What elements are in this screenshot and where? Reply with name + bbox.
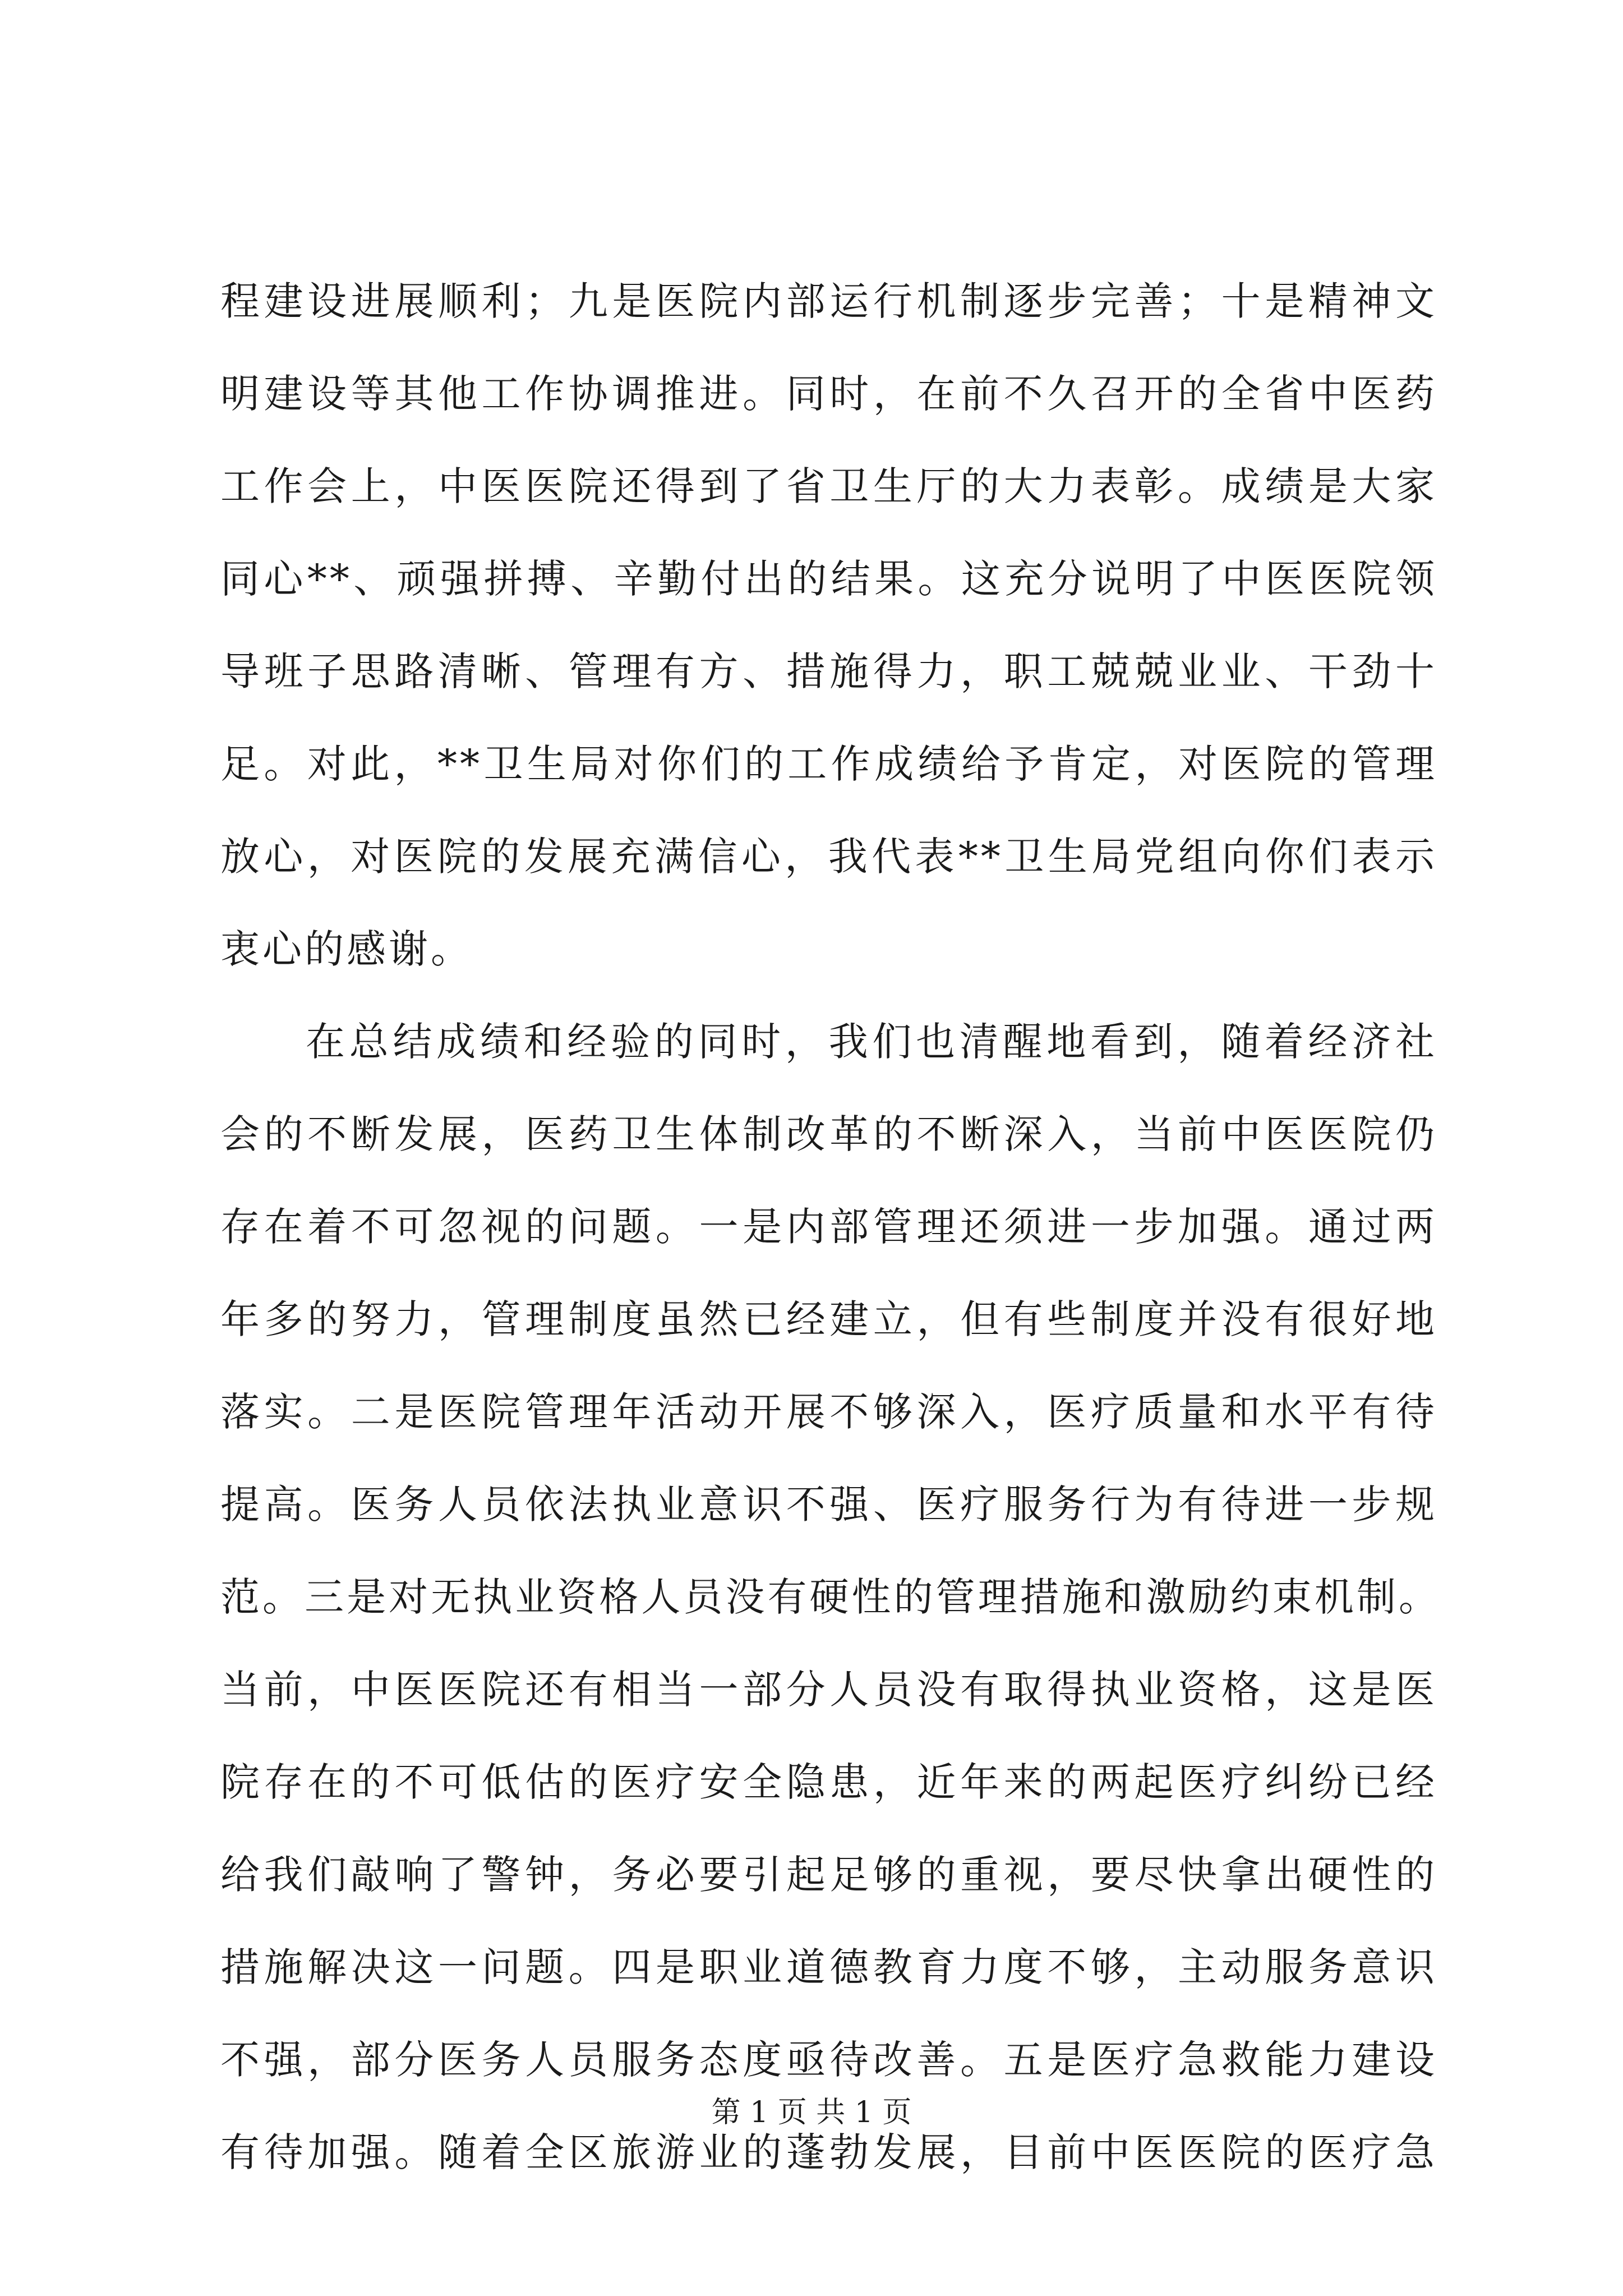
text-line: 足。对此，**卫生局对你们的工作成绩给予肯定，对医院的管理 <box>220 741 1437 787</box>
paragraph-start-line: 在总结成绩和经验的同时，我们也清醒地看到，随着经济社 <box>306 1019 1437 1065</box>
text-line: 当前，中医医院还有相当一部分人员没有取得执业资格，这是医 <box>220 1667 1437 1713</box>
text-line: 明建设等其他工作协调推进。同时，在前不久召开的全省中医药 <box>220 371 1437 417</box>
page-footer: 第 1 页 共 1 页 <box>711 2096 912 2129</box>
text-line: 年多的努力，管理制度虽然已经建立，但有些制度并没有很好地 <box>220 1296 1437 1342</box>
text-line: 工作会上，中医医院还得到了省卫生厅的大力表彰。成绩是大家 <box>220 463 1437 509</box>
text-line: 衷心的感谢。 <box>220 926 473 972</box>
text-line: 措施解决这一问题。四是职业道德教育力度不够，主动服务意识 <box>220 1944 1437 1990</box>
body-text <box>220 255 1437 2199</box>
text-line: 放心，对医院的发展充满信心，我代表**卫生局党组向你们表示 <box>220 834 1437 880</box>
text-line: 程建设进展顺利；九是医院内部运行机制逐步完善；十是精神文 <box>220 278 1437 324</box>
text-line: 落实。二是医院管理年活动开展不够深入，医疗质量和水平有待 <box>220 1389 1437 1435</box>
text-line: 院存在的不可低估的医疗安全隐患，近年来的两起医疗纠纷已经 <box>220 1759 1437 1805</box>
text-line: 存在着不可忽视的问题。一是内部管理还须进一步加强。通过两 <box>220 1204 1437 1250</box>
text-line: 导班子思路清晰、管理有方、措施得力，职工兢兢业业、干劲十 <box>220 648 1437 694</box>
text-line: 有待加强。随着全区旅游业的蓬勃发展，目前中医医院的医疗急 <box>220 2129 1437 2175</box>
text-line: 范。三是对无执业资格人员没有硬性的管理措施和激励约束机制。 <box>220 1574 1437 1620</box>
text-line: 不强，部分医务人员服务态度亟待改善。五是医疗急救能力建设 <box>220 2037 1437 2083</box>
text-line: 同心**、顽强拼搏、辛勤付出的结果。这充分说明了中医医院领 <box>220 556 1437 602</box>
text-line: 会的不断发展，医药卫生体制改革的不断深入，当前中医医院仍 <box>220 1111 1437 1157</box>
text-line: 提高。医务人员依法执业意识不强、医疗服务行为有待进一步规 <box>220 1481 1437 1527</box>
text-line: 给我们敲响了警钟，务必要引起足够的重视，要尽快拿出硬性的 <box>220 1852 1437 1898</box>
